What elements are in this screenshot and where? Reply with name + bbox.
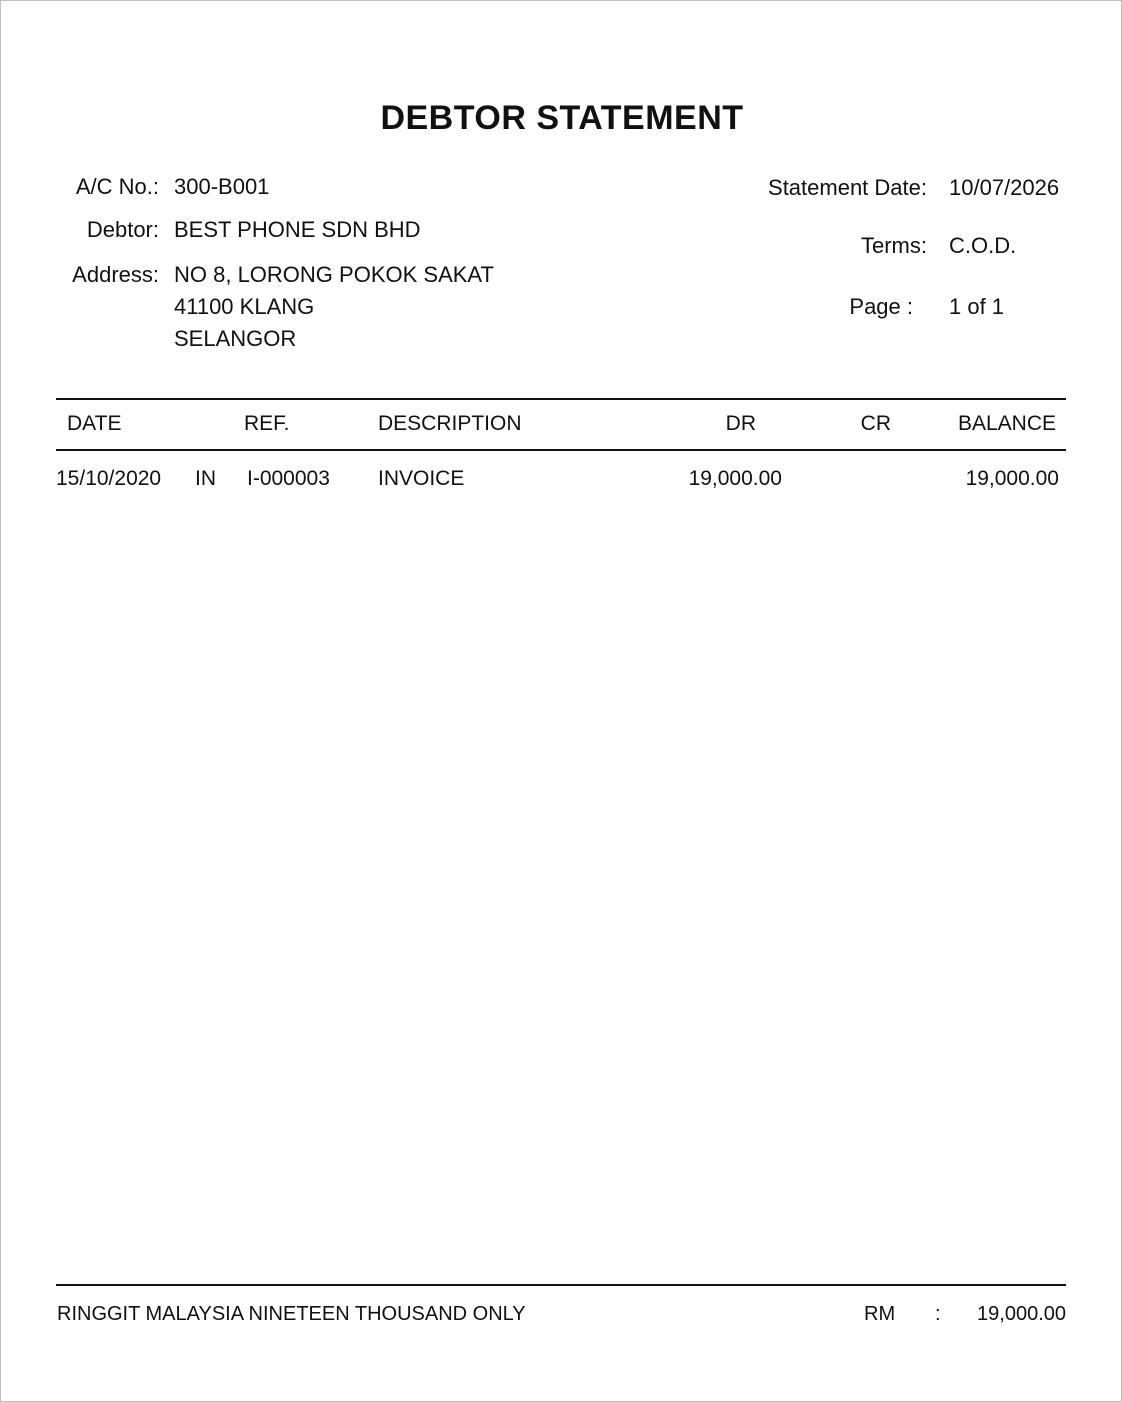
address-label: Address: — [72, 262, 159, 287]
row-dr: 19,000.00 — [688, 467, 782, 490]
table-top-rule — [56, 398, 1066, 400]
terms-value: C.O.D. — [949, 233, 1017, 258]
debtor-label: Debtor: — [86, 217, 159, 242]
statement-date-value: 10/07/2026 — [949, 175, 1060, 200]
column-header-date: DATE — [67, 412, 122, 435]
address-line-2: 41100 KLANG — [174, 294, 315, 319]
account-number-value: 300-B001 — [174, 174, 270, 199]
debtor-value: BEST PHONE SDN BHD — [174, 217, 421, 242]
row-balance: 19,000.00 — [965, 467, 1059, 490]
page-value: 1 of 1 — [949, 294, 1005, 319]
address-line-1: NO 8, LORONG POKOK SAKAT — [174, 262, 494, 287]
currency-label: RM — [864, 1303, 896, 1325]
column-header-ref: REF. — [244, 412, 290, 435]
row-date: 15/10/2020 — [56, 467, 162, 490]
terms-label: Terms: — [861, 233, 927, 258]
row-description: INVOICE — [378, 467, 465, 490]
amount-in-words: RINGGIT MALAYSIA NINETEEN THOUSAND ONLY — [57, 1303, 526, 1325]
page-label: Page : — [849, 294, 913, 319]
footer-rule — [56, 1284, 1066, 1286]
column-header-cr: CR — [860, 412, 891, 435]
statement-date-label: Statement Date: — [768, 175, 927, 200]
column-header-balance: BALANCE — [957, 412, 1056, 435]
address-line-3: SELANGOR — [174, 326, 297, 351]
document-title: DEBTOR STATEMENT — [380, 99, 744, 137]
table-header-rule — [56, 449, 1066, 451]
column-header-dr: DR — [725, 412, 756, 435]
row-ref: I-000003 — [247, 467, 330, 490]
account-number-label: A/C No.: — [75, 174, 159, 199]
column-header-description: DESCRIPTION — [378, 412, 522, 435]
row-type: IN — [195, 467, 216, 490]
total-amount: 19,000.00 — [977, 1303, 1066, 1325]
currency-separator: : — [935, 1303, 941, 1325]
